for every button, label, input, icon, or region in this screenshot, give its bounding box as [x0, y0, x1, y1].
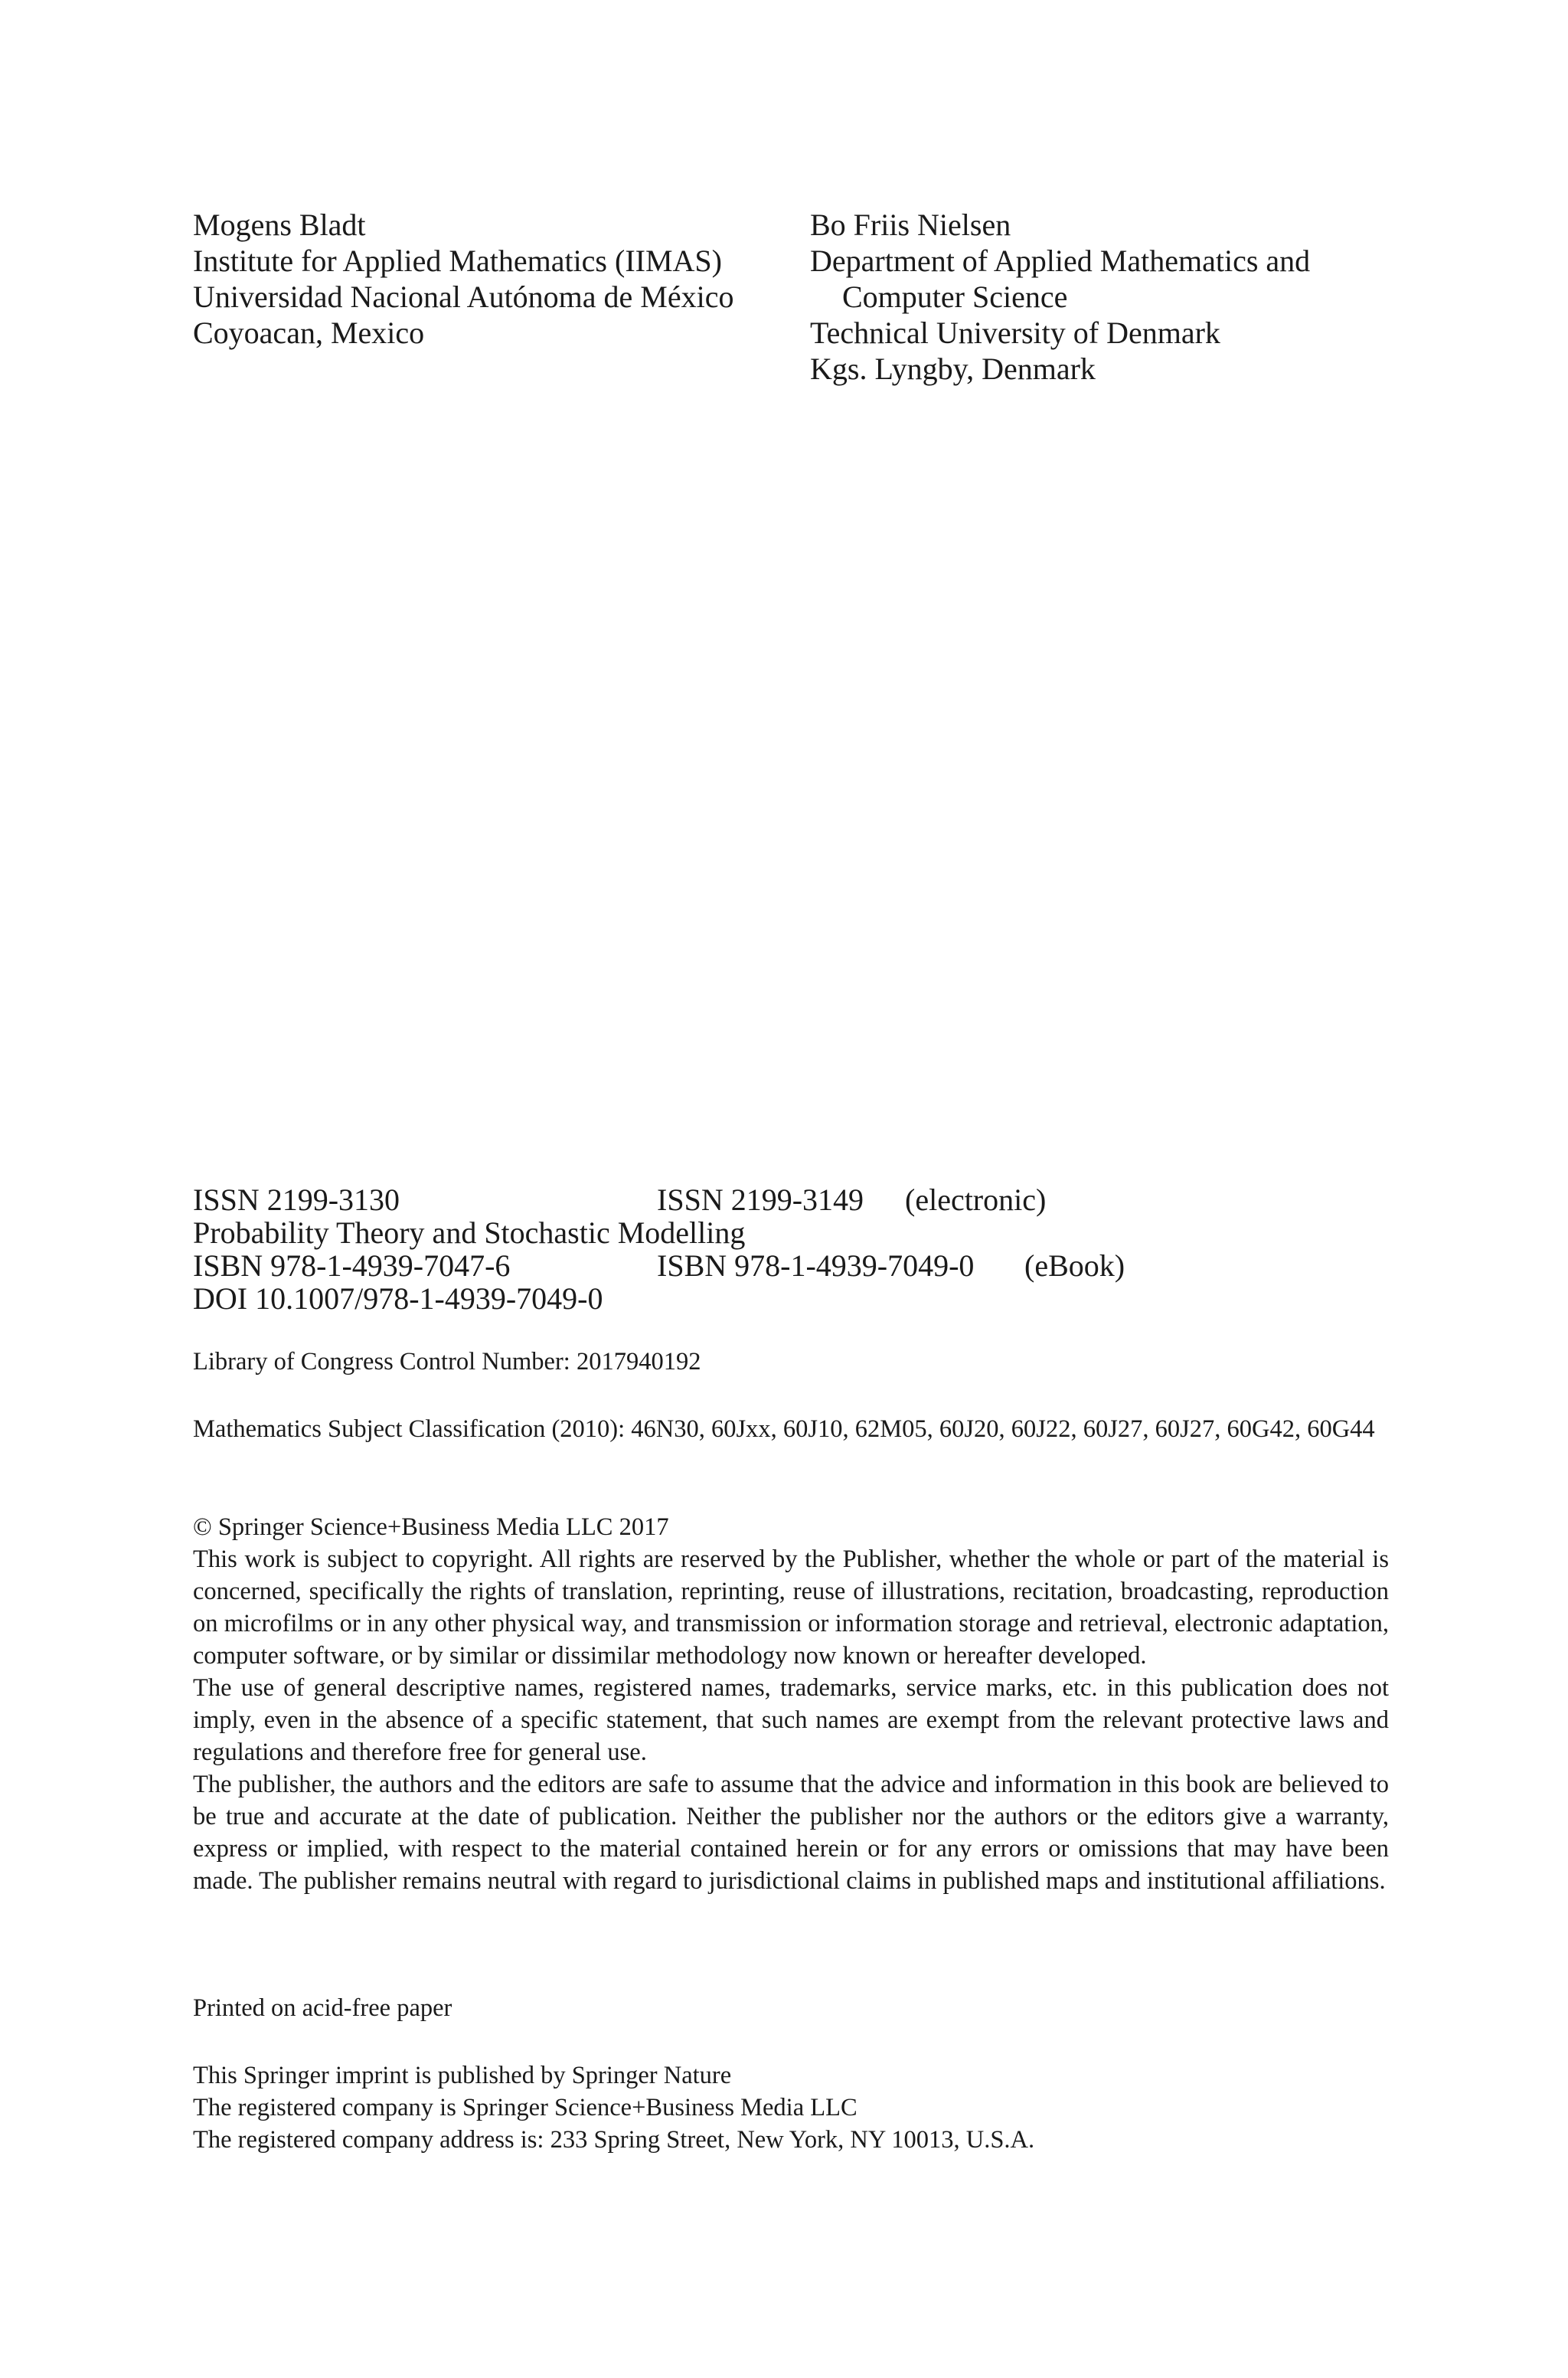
series-title: Probability Theory and Stochastic Modelling: [193, 1215, 746, 1250]
msc-block: [193, 1413, 1389, 1445]
author-right: [810, 207, 1310, 387]
author-affiliation: Department of Applied Mathematics and: [810, 244, 1311, 278]
copyright-notice: © Springer Science+Business Media LLC 2017: [193, 1513, 669, 1541]
printed-block: [193, 1992, 1389, 2024]
isbn-print: ISBN 978-1-4939-7047-6: [193, 1248, 511, 1283]
author-affiliation: Institute for Applied Mathematics (IIMAS): [193, 244, 722, 278]
doi-row: [193, 1282, 1387, 1315]
author-location: Coyoacan, Mexico: [193, 316, 425, 350]
registered-company: The registered company is Springer Science+Business Media LLC: [193, 2094, 858, 2121]
author-affiliation: Technical University of Denmark: [810, 316, 1220, 350]
subject-classification: Mathematics Subject Classification (2010): 46N30, 60Jxx, 60J10, 62M05, 60J20, 60J22, 60J27, 60J27, 60G42, 60G44: [193, 1415, 1375, 1443]
author-affiliation: Universidad Nacional Autónoma de México: [193, 280, 734, 314]
author-name: Mogens Bladt: [193, 208, 366, 242]
doi: DOI 10.1007/978-1-4939-7049-0: [193, 1281, 603, 1316]
author-location: Kgs. Lyngby, Denmark: [810, 352, 1096, 386]
imprint-block: [193, 2059, 1389, 2156]
imprint-line: This Springer imprint is published by Springer Nature: [193, 2062, 732, 2089]
bibliographic-info: [193, 1183, 1387, 1315]
trademark-paragraph: The use of general descriptive names, registered names, trademarks, service marks, etc. in this publication does not imply, even in the absence of a specific statement, that such names are exempt from the relevant protective laws and regulations and therefore free for general use.: [193, 1674, 1389, 1766]
author-name: Bo Friis Nielsen: [810, 208, 1011, 242]
lccn: Library of Congress Control Number: 2017940192: [193, 1348, 701, 1375]
author-affiliation-continued: Computer Science: [842, 280, 1068, 314]
isbn-ebook-label: (eBook): [1024, 1248, 1125, 1283]
issn-print: ISSN 2199-3130: [193, 1182, 400, 1217]
isbn-ebook: ISBN 978-1-4939-7049-0: [657, 1248, 975, 1283]
isbn-row: [193, 1249, 1387, 1282]
issn-electronic-label: (electronic): [905, 1182, 1047, 1217]
registered-address: The registered company address is: 233 Spring Street, New York, NY 10013, U.S.A.: [193, 2126, 1035, 2154]
copyright-block: [193, 1511, 1389, 1897]
issn-row: [193, 1183, 1387, 1216]
author-left: [193, 207, 733, 351]
issn-electronic: ISSN 2199-3149: [657, 1182, 864, 1217]
printed-note: Printed on acid-free paper: [193, 1994, 452, 2022]
series-row: [193, 1216, 1387, 1249]
disclaimer-paragraph: The publisher, the authors and the editors are safe to assume that the advice and information in this book are believed to be true and accurate at the date of publication. Neither the publisher nor the authors or the editors give a warranty, express or implied, with respect to the material contained herein or for any errors or omissions that may have been made. The publisher remains neutral with regard to jurisdictional claims in published maps and institutional affiliations.: [193, 1771, 1389, 1895]
copyright-paragraph: This work is subject to copyright. All rights are reserved by the Publisher, whether the whole or part of the material is concerned, specifically the rights of translation, reprinting, reuse of illustrations, recitation, broadcasting, reproduction on microfilms or in any other physical way, and transmission or information storage and retrieval, electronic adaptation, computer software, or by similar or dissimilar methodology now known or hereafter developed.: [193, 1546, 1389, 1670]
lccn-block: [193, 1346, 1389, 1378]
